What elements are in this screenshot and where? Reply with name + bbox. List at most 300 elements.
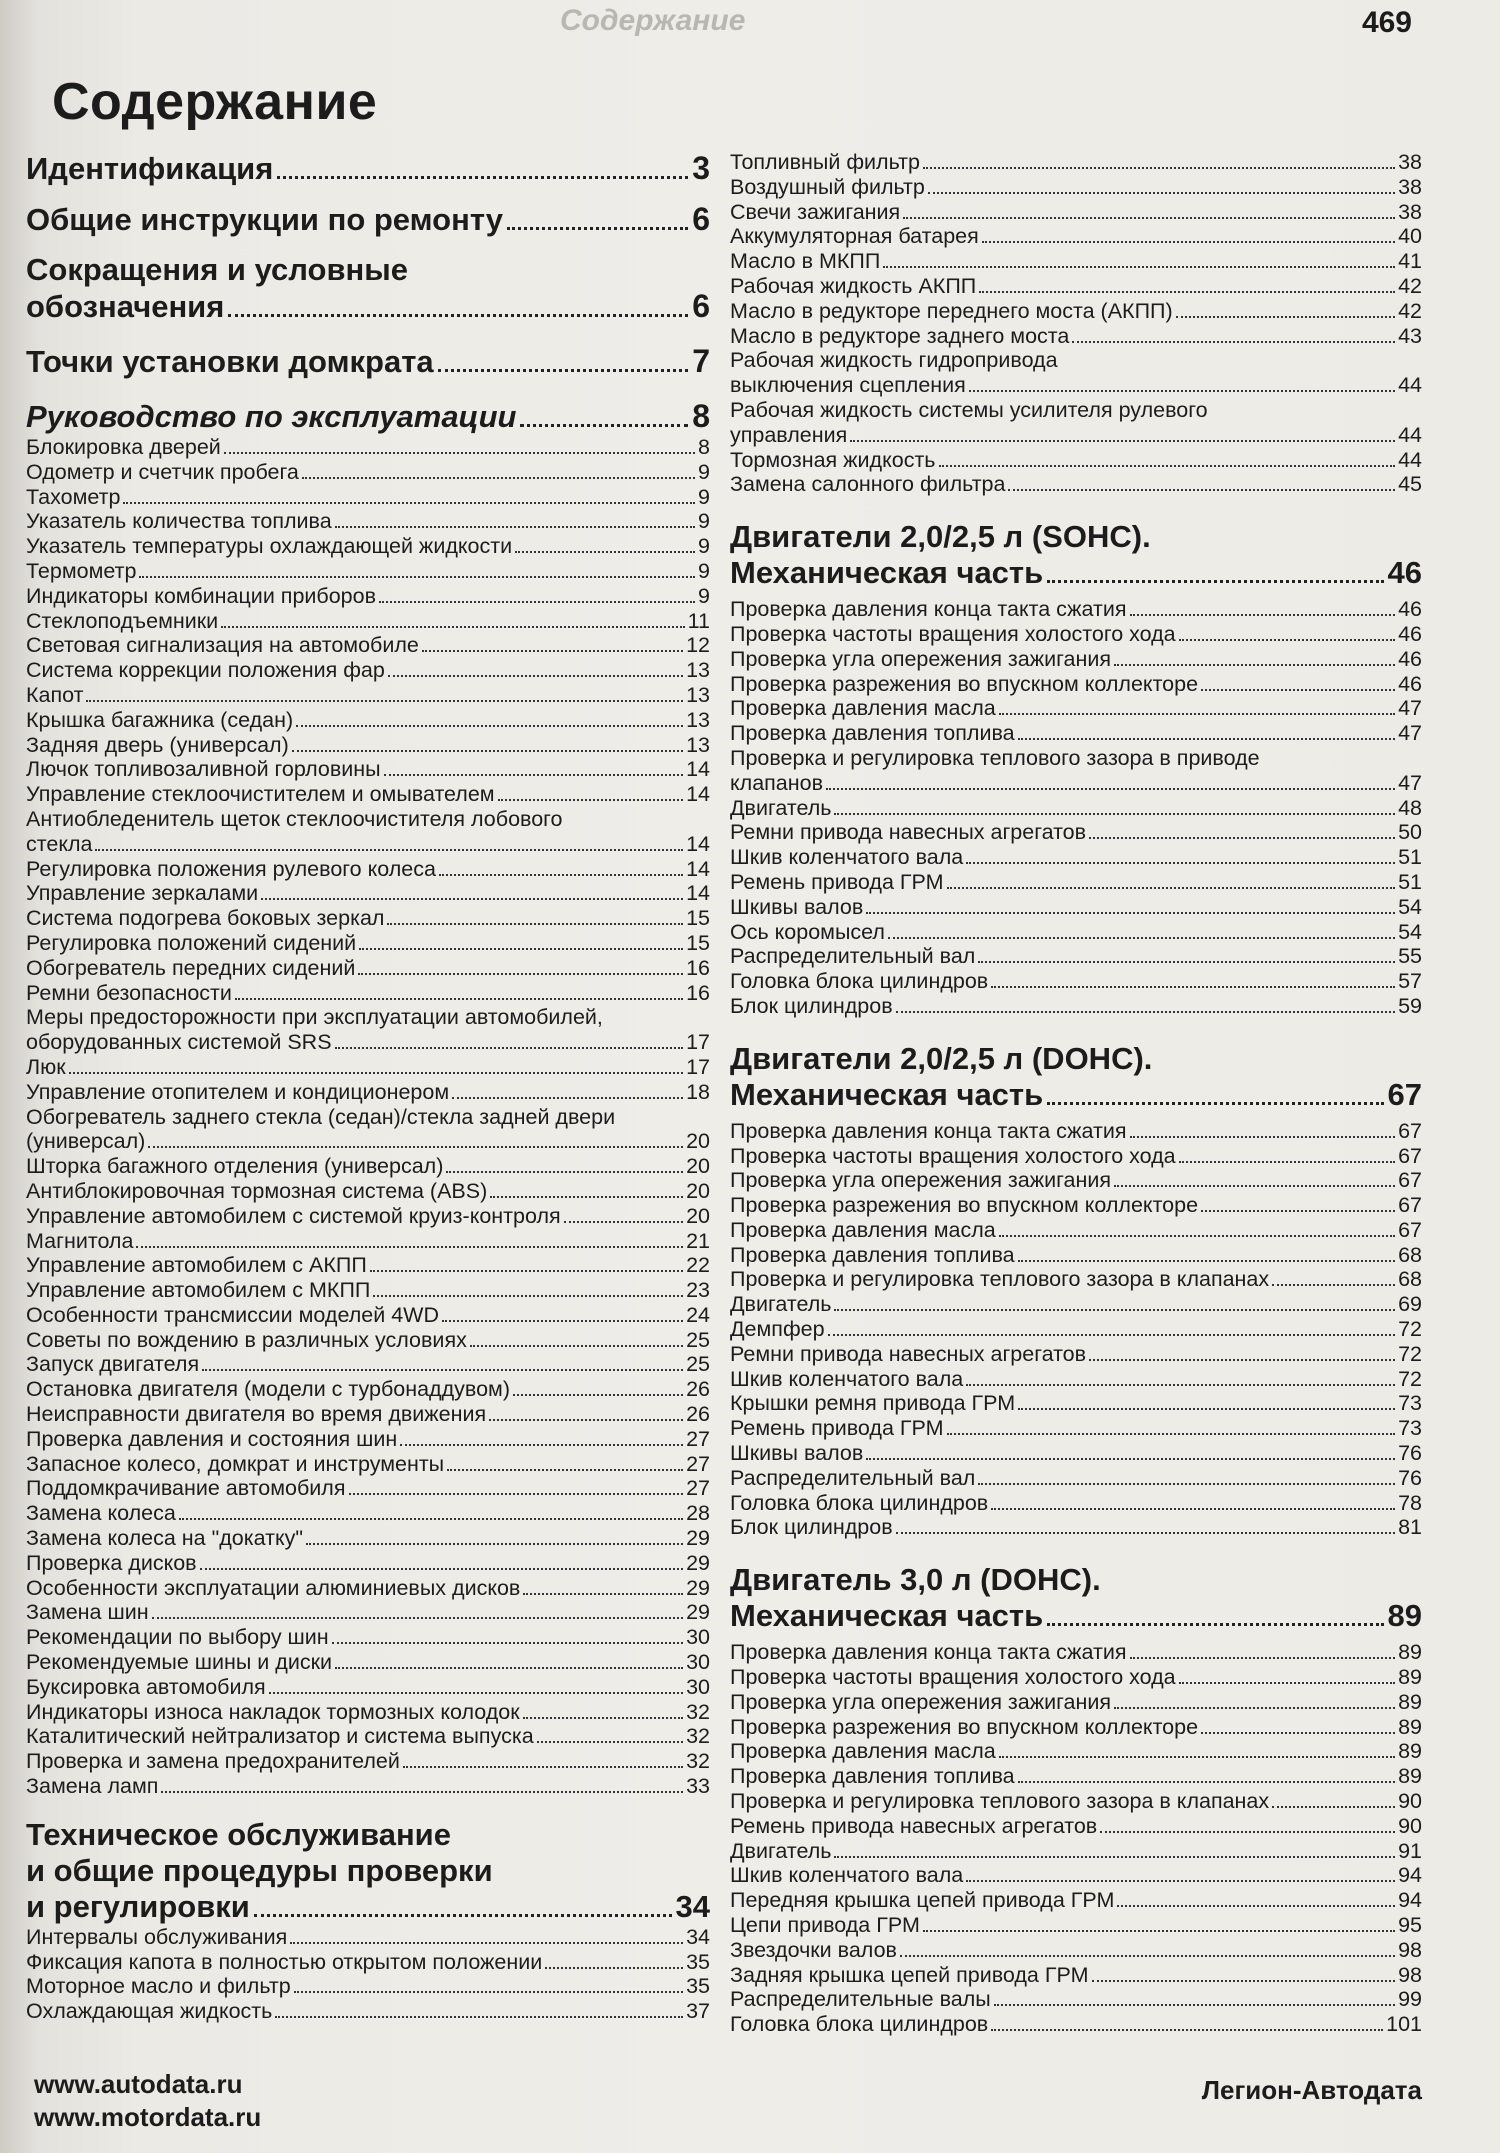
toc-entry-page: 89	[1398, 1739, 1422, 1764]
toc-entry[interactable]	[730, 299, 1422, 324]
toc-entry[interactable]	[26, 1005, 710, 1055]
toc-entry[interactable]	[730, 200, 1422, 225]
toc-entry-page: 47	[1398, 721, 1422, 746]
toc-section-title: Точки установки домкрата	[26, 344, 434, 379]
toc-entry[interactable]	[26, 1278, 710, 1303]
toc-entry-title: Проверка разрежения во впускном коллекторе	[730, 1714, 1199, 1739]
toc-section-row	[26, 150, 710, 187]
toc-entry-page: 29	[686, 1526, 710, 1551]
toc-entry-title: Ось коромысел	[730, 919, 885, 944]
toc-entry[interactable]	[26, 708, 710, 733]
toc-entry[interactable]	[26, 906, 710, 931]
toc-entry-page: 16	[686, 980, 710, 1005]
toc-entry[interactable]	[730, 721, 1422, 746]
toc-entry[interactable]	[730, 398, 1422, 448]
toc-entry-page: 23	[686, 1278, 710, 1303]
toc-entry[interactable]	[730, 696, 1422, 721]
toc-entry-title: Регулировка положений сидений	[26, 930, 357, 955]
toc-entry-page: 72	[1398, 1341, 1422, 1366]
toc-entry-page: 81	[1398, 1515, 1422, 1540]
leader-dots	[1130, 1657, 1396, 1659]
toc-entry[interactable]	[730, 1515, 1422, 1540]
toc-entry-page: 91	[1398, 1838, 1422, 1863]
leader-dots	[982, 241, 1395, 243]
toc-entry[interactable]	[730, 647, 1422, 672]
toc-entry-title: Блок цилиндров	[730, 1515, 893, 1540]
toc-entry[interactable]	[26, 1080, 710, 1105]
toc-entry-title: Задняя дверь (универсал)	[26, 732, 289, 757]
toc-section-title-line: Сокращения и условные	[26, 252, 408, 287]
leader-dots	[991, 986, 1395, 988]
leader-dots	[373, 1295, 683, 1297]
toc-entry[interactable]	[730, 1391, 1422, 1416]
toc-entry[interactable]	[730, 1317, 1422, 1342]
toc-entry[interactable]	[26, 658, 710, 683]
footer-url-autodata[interactable]: www.autodata.ru	[34, 2069, 243, 2099]
toc-entry[interactable]	[26, 1452, 710, 1477]
toc-entry[interactable]	[26, 1950, 710, 1975]
toc-entry[interactable]	[730, 1938, 1422, 1963]
toc-entry[interactable]	[26, 534, 710, 559]
toc-entry-title: Топливный фильтр	[730, 150, 920, 174]
leader-dots	[1114, 1185, 1395, 1187]
leader-dots	[1201, 1210, 1395, 1212]
toc-entry[interactable]	[26, 1501, 710, 1526]
toc-entry[interactable]	[730, 448, 1422, 473]
toc-entry-title: Блокировка дверей	[26, 435, 221, 459]
toc-section[interactable]	[730, 519, 1422, 591]
leader-dots	[379, 601, 695, 603]
toc-entry[interactable]	[730, 1863, 1422, 1888]
toc-entry-title: Проверка давления масла	[730, 1217, 996, 1242]
leader-dots	[1089, 1359, 1395, 1361]
toc-entry[interactable]	[730, 224, 1422, 249]
toc-entry-title: Указатель температуры охлаждающей жидкости	[26, 534, 513, 559]
toc-entry[interactable]	[26, 1253, 710, 1278]
toc-section[interactable]	[26, 1817, 710, 1925]
toc-entry-page: 46	[1398, 621, 1422, 646]
toc-entry[interactable]	[26, 509, 710, 534]
toc-entry-title: Распределительные валы	[730, 1987, 991, 2012]
toc-entry[interactable]	[26, 1377, 710, 1402]
toc-entry-row	[26, 832, 710, 857]
toc-entry[interactable]	[730, 1814, 1422, 1839]
leader-dots	[939, 465, 1396, 467]
toc-entry[interactable]	[730, 2012, 1422, 2037]
footer-publisher: Легион-Автодата	[1201, 2075, 1422, 2105]
toc-entry[interactable]	[730, 1168, 1422, 1193]
toc-section-page: 8	[692, 398, 710, 434]
toc-entry-page: 51	[1398, 869, 1422, 894]
toc-entry-title: Проверка частоты вращения холостого хода	[730, 621, 1176, 646]
toc-entry-title: Рабочая жидкость АКПП	[730, 273, 977, 298]
toc-section[interactable]	[26, 150, 710, 187]
toc-entry-page: 101	[1386, 2012, 1422, 2037]
toc-entry-title: Проверка разрежения во впускном коллекторе	[730, 671, 1199, 696]
toc-entry[interactable]	[730, 1491, 1422, 1516]
toc-entry[interactable]	[730, 1243, 1422, 1268]
toc-entry[interactable]	[730, 1119, 1422, 1144]
toc-entry-title: Ремни привода навесных агрегатов	[730, 1341, 1087, 1366]
toc-entry-title: Магнитола	[26, 1228, 134, 1253]
toc-entry-title: Двигатель	[730, 795, 832, 820]
toc-entry[interactable]	[730, 1764, 1422, 1789]
toc-entry[interactable]	[26, 435, 710, 460]
toc-entry[interactable]	[730, 150, 1422, 175]
toc-entry[interactable]	[26, 683, 710, 708]
toc-entry-title: Проверка угла опережения зажигания	[730, 1168, 1111, 1193]
toc-entry-page: 14	[686, 881, 710, 906]
toc-entry[interactable]	[26, 1749, 710, 1774]
toc-entry[interactable]	[730, 597, 1422, 622]
toc-entry[interactable]	[26, 1229, 710, 1254]
leader-dots	[228, 314, 688, 317]
leader-dots	[978, 1483, 1395, 1485]
toc-entry-page: 38	[1398, 199, 1422, 224]
toc-entry-page: 67	[1398, 1217, 1422, 1242]
toc-entry[interactable]	[730, 1789, 1422, 1814]
toc-entry-title: Аккумуляторная батарея	[730, 224, 979, 249]
toc-entry-page: 89	[1398, 1764, 1422, 1789]
toc-entry[interactable]	[730, 1193, 1422, 1218]
leader-dots	[1018, 738, 1395, 740]
leader-dots	[1092, 1980, 1396, 1982]
toc-entry[interactable]	[730, 1739, 1422, 1764]
toc-entry-page: 17	[686, 1030, 710, 1055]
leader-dots	[1114, 664, 1395, 666]
toc-entry[interactable]	[26, 931, 710, 956]
leader-dots	[1117, 1905, 1395, 1907]
toc-entry-page: 14	[686, 782, 710, 807]
toc-entry[interactable]	[730, 1640, 1422, 1665]
toc-entry-title: Индикаторы комбинации приборов	[26, 583, 377, 608]
leader-dots	[966, 1384, 1395, 1386]
leader-dots	[1179, 639, 1395, 641]
toc-entry-title: Шкив коленчатого вала	[730, 1863, 964, 1888]
toc-entry[interactable]	[26, 782, 710, 807]
toc-entry[interactable]	[730, 1292, 1422, 1317]
leader-dots	[470, 1345, 683, 1347]
toc-section-row	[730, 555, 1422, 591]
leader-dots	[1130, 1136, 1396, 1138]
toc-entry[interactable]	[26, 807, 710, 857]
toc-entry[interactable]	[730, 1888, 1422, 1913]
toc-entry[interactable]	[730, 870, 1422, 895]
toc-entry-title: Масло в редукторе заднего моста	[730, 323, 1070, 348]
toc-entry-page: 51	[1398, 845, 1422, 870]
toc-entry-title: Ремень привода ГРМ	[730, 869, 944, 894]
page-title: Содержание	[52, 73, 378, 131]
toc-entry[interactable]	[26, 1700, 710, 1725]
toc-entry-page: 68	[1398, 1242, 1422, 1267]
leader-dots	[358, 973, 683, 975]
leader-dots	[900, 1955, 1395, 1957]
toc-entry-title: Особенности эксплуатации алюминиевых дисков	[26, 1575, 521, 1600]
toc-entry-page: 48	[1398, 795, 1422, 820]
leader-dots	[979, 291, 1395, 293]
leader-dots	[1179, 1161, 1395, 1163]
toc-entry-title: Лючок топливозаливной горловины	[26, 757, 381, 782]
toc-entry[interactable]	[26, 1402, 710, 1427]
leader-dots	[302, 477, 695, 479]
toc-entry-title: Замена колеса на "докатку"	[26, 1526, 303, 1551]
leader-dots	[896, 1011, 1395, 1013]
leader-dots	[446, 1171, 683, 1173]
leader-dots	[999, 1235, 1395, 1237]
toc-entry[interactable]	[730, 746, 1422, 796]
toc-entry[interactable]	[26, 1204, 710, 1229]
toc-entry-page: 29	[686, 1575, 710, 1600]
toc-entry-page: 42	[1398, 298, 1422, 323]
toc-entry[interactable]	[26, 1303, 710, 1328]
toc-entry[interactable]	[26, 1055, 710, 1080]
toc-entry-title: Шкивы валов	[730, 1441, 864, 1466]
toc-entry[interactable]	[26, 1999, 710, 2024]
toc-entry-page: 59	[1398, 993, 1422, 1018]
toc-entry[interactable]	[730, 1665, 1422, 1690]
leader-dots	[439, 874, 683, 876]
toc-entry-title: Воздушный фильтр	[730, 174, 925, 199]
leader-dots	[1179, 1682, 1395, 1684]
toc-entry[interactable]	[730, 1963, 1422, 1988]
toc-entry-page: 42	[1398, 273, 1422, 298]
toc-entry[interactable]	[730, 1690, 1422, 1715]
toc-entry[interactable]	[730, 1839, 1422, 1864]
leader-dots	[179, 1518, 683, 1520]
toc-entry-title-line: Меры предосторожности при эксплуатации автомобилей,	[26, 1005, 603, 1030]
leader-dots	[202, 1369, 683, 1371]
toc-entry-title: Замена шин	[26, 1600, 149, 1625]
toc-section-page: 67	[1387, 1076, 1422, 1112]
toc-entry[interactable]	[730, 994, 1422, 1019]
toc-entry[interactable]	[730, 348, 1422, 398]
toc-section[interactable]	[26, 398, 710, 435]
toc-entry[interactable]	[26, 485, 710, 510]
leader-dots	[95, 849, 683, 851]
toc-entry-title: Буксировка автомобиля	[26, 1674, 266, 1699]
toc-entry[interactable]	[730, 1913, 1422, 1938]
leader-dots	[332, 1642, 683, 1644]
leader-dots	[523, 1717, 683, 1719]
toc-entry-title: Тормозная жидкость	[730, 447, 936, 472]
leader-dots	[923, 167, 1395, 169]
toc-entry-title: Замена колеса	[26, 1501, 176, 1526]
toc-section[interactable]	[730, 1562, 1422, 1634]
toc-entry[interactable]	[730, 969, 1422, 994]
toc-entry[interactable]	[26, 633, 710, 658]
toc-entry[interactable]	[730, 820, 1422, 845]
toc-entry-page: 90	[1398, 1789, 1422, 1814]
toc-entry-title: Крышка багажника (седан)	[26, 707, 294, 732]
toc-entry-page: 8	[698, 435, 710, 459]
toc-entry-page: 89	[1398, 1714, 1422, 1739]
leader-dots	[888, 937, 1395, 939]
toc-entry-title: Управление автомобилем с АКПП	[26, 1253, 367, 1278]
toc-entry-page: 47	[1398, 770, 1422, 795]
toc-entry[interactable]	[730, 920, 1422, 945]
toc-entry-page: 46	[1398, 597, 1422, 622]
toc-entry[interactable]	[26, 1576, 710, 1601]
toc-section[interactable]	[26, 343, 710, 380]
toc-entry[interactable]	[730, 622, 1422, 647]
toc-entry-title: (универсал)	[26, 1129, 146, 1154]
toc-entry-title: Проверка частоты вращения холостого хода	[730, 1665, 1176, 1690]
toc-entry[interactable]	[26, 1476, 710, 1501]
leader-dots	[537, 1741, 683, 1743]
toc-entry[interactable]	[26, 757, 710, 782]
toc-entry[interactable]	[26, 1328, 710, 1353]
toc-entry-title: Масло в МКПП	[730, 249, 881, 274]
footer-url-motordata[interactable]: www.motordata.ru	[34, 2102, 262, 2132]
toc-section-title-line: Техническое обслуживание	[26, 1816, 451, 1852]
toc-section-page: 3	[692, 150, 710, 186]
toc-section[interactable]	[730, 1041, 1422, 1113]
toc-entry-page: 72	[1398, 1317, 1422, 1342]
toc-entry-title: Распределительный вал	[730, 944, 976, 969]
toc-entry[interactable]	[730, 1441, 1422, 1466]
toc-section[interactable]	[26, 252, 710, 325]
toc-entry[interactable]	[730, 1987, 1422, 2012]
toc-entry-page: 98	[1398, 1962, 1422, 1987]
leader-dots	[866, 1458, 1395, 1460]
toc-entry[interactable]	[730, 274, 1422, 299]
toc-entry-title: Индикаторы износа накладок тормозных колодок	[26, 1699, 520, 1724]
leader-dots	[1047, 1623, 1383, 1626]
toc-entry-page: 44	[1398, 373, 1422, 398]
toc-entry[interactable]	[730, 175, 1422, 200]
toc-entry-page: 34	[686, 1924, 710, 1949]
toc-entry-page: 15	[686, 906, 710, 931]
toc-section-title-line: Двигатели 2,0/2,5 л (SOHC).	[730, 519, 1151, 555]
toc-entry-page: 45	[1398, 472, 1422, 497]
toc-entry-title: Шкивы валов	[730, 894, 864, 919]
toc-entry[interactable]	[26, 956, 710, 981]
toc-entry[interactable]	[26, 584, 710, 609]
toc-entry[interactable]	[26, 1650, 710, 1675]
toc-entry[interactable]	[26, 460, 710, 485]
toc-section-row	[26, 343, 710, 380]
toc-entry[interactable]	[26, 1724, 710, 1749]
toc-entry-page: 9	[698, 459, 710, 484]
toc-entry-page: 9	[698, 534, 710, 559]
leader-dots	[969, 390, 1395, 392]
toc-entry[interactable]	[730, 895, 1422, 920]
toc-entry[interactable]	[26, 609, 710, 634]
leader-dots	[290, 1942, 683, 1944]
toc-section[interactable]	[26, 201, 710, 238]
leader-dots	[370, 1270, 683, 1272]
toc-entry-title: Распределительный вал	[730, 1465, 976, 1490]
toc-entry-title: Проверка дисков	[26, 1550, 197, 1575]
toc-entry[interactable]	[26, 1974, 710, 1999]
toc-section-title: и регулировки	[26, 1888, 250, 1924]
leader-dots	[69, 1072, 683, 1074]
toc-entry[interactable]	[730, 324, 1422, 349]
toc-entry-page: 17	[686, 1054, 710, 1079]
toc-entry-page: 67	[1398, 1168, 1422, 1193]
toc-entry-title: Масло в редукторе переднего моста (АКПП)	[730, 298, 1173, 323]
toc-entry[interactable]	[730, 1144, 1422, 1169]
toc-entry-page: 25	[686, 1327, 710, 1352]
leader-dots	[1176, 316, 1395, 318]
toc-entry-page: 9	[698, 558, 710, 583]
toc-entry[interactable]	[26, 1625, 710, 1650]
leader-dots	[254, 1914, 672, 1917]
leader-dots	[520, 424, 688, 427]
toc-entry[interactable]	[26, 1352, 710, 1377]
toc-entry[interactable]	[730, 1267, 1422, 1292]
toc-entry[interactable]	[26, 1774, 710, 1799]
toc-entry-page: 44	[1398, 422, 1422, 447]
toc-entry[interactable]	[730, 845, 1422, 870]
toc-entry[interactable]	[730, 472, 1422, 497]
toc-entry-title: Проверка и регулировка теплового зазора в клапанах	[730, 1267, 1270, 1292]
toc-entry-page: 68	[1398, 1267, 1422, 1292]
toc-entry[interactable]	[26, 559, 710, 584]
toc-entry[interactable]	[26, 1551, 710, 1576]
toc-entry[interactable]	[730, 1466, 1422, 1491]
toc-entry[interactable]	[26, 1105, 710, 1155]
toc-entry[interactable]	[26, 1154, 710, 1179]
toc-entry-title: Моторное масло и фильтр	[26, 1974, 291, 1999]
toc-entry-row	[26, 1030, 710, 1055]
toc-entry[interactable]	[26, 981, 710, 1006]
toc-entry-title: Шторка багажного отделения (универсал)	[26, 1154, 444, 1179]
toc-entry[interactable]	[730, 1715, 1422, 1740]
toc-entry-title: Охлаждающая жидкость	[26, 1999, 273, 2024]
toc-entry[interactable]	[26, 1526, 710, 1551]
toc-entry[interactable]	[26, 857, 710, 882]
toc-entry-page: 28	[686, 1501, 710, 1526]
toc-entry[interactable]	[730, 1342, 1422, 1367]
toc-entry[interactable]	[26, 1675, 710, 1700]
toc-entry[interactable]	[26, 1179, 710, 1204]
toc-entry[interactable]	[26, 1427, 710, 1452]
toc-entry-page: 26	[686, 1377, 710, 1402]
toc-entry[interactable]	[730, 796, 1422, 821]
toc-entry[interactable]	[730, 1367, 1422, 1392]
toc-entry[interactable]	[730, 672, 1422, 697]
toc-entry-page: 20	[686, 1154, 710, 1179]
leader-dots	[515, 551, 695, 553]
toc-entry-title: Проверка давления масла	[730, 1739, 996, 1764]
leader-dots	[923, 1930, 1395, 1932]
leader-dots	[387, 923, 683, 925]
toc-entry[interactable]	[730, 249, 1422, 274]
toc-entry[interactable]	[26, 733, 710, 758]
toc-section-page: 6	[692, 201, 710, 237]
toc-entry[interactable]	[26, 1600, 710, 1625]
toc-entry-title: Управление стеклоочистителем и омывателем	[26, 782, 495, 807]
toc-entry-title: Особенности трансмиссии моделей 4WD	[26, 1302, 439, 1327]
toc-entry-page: 78	[1398, 1490, 1422, 1515]
toc-entry-page: 67	[1398, 1193, 1422, 1218]
toc-entry-title: Запуск двигателя	[26, 1352, 200, 1377]
toc-entry[interactable]	[730, 1416, 1422, 1441]
toc-entry[interactable]	[26, 881, 710, 906]
leader-dots	[384, 774, 683, 776]
toc-entry-page: 47	[1398, 696, 1422, 721]
toc-entry[interactable]	[730, 944, 1422, 969]
toc-entry-title: Проверка давления топлива	[730, 1242, 1015, 1267]
toc-entry-page: 94	[1398, 1888, 1422, 1913]
toc-entry-title: Проверка давления конца такта сжатия	[730, 597, 1127, 622]
toc-entry-title: Поддомкрачивание автомобиля	[26, 1476, 346, 1501]
toc-section-page: 46	[1387, 555, 1422, 591]
toc-entry-page: 55	[1398, 944, 1422, 969]
toc-entry[interactable]	[730, 1218, 1422, 1243]
toc-entry[interactable]	[26, 1925, 710, 1950]
